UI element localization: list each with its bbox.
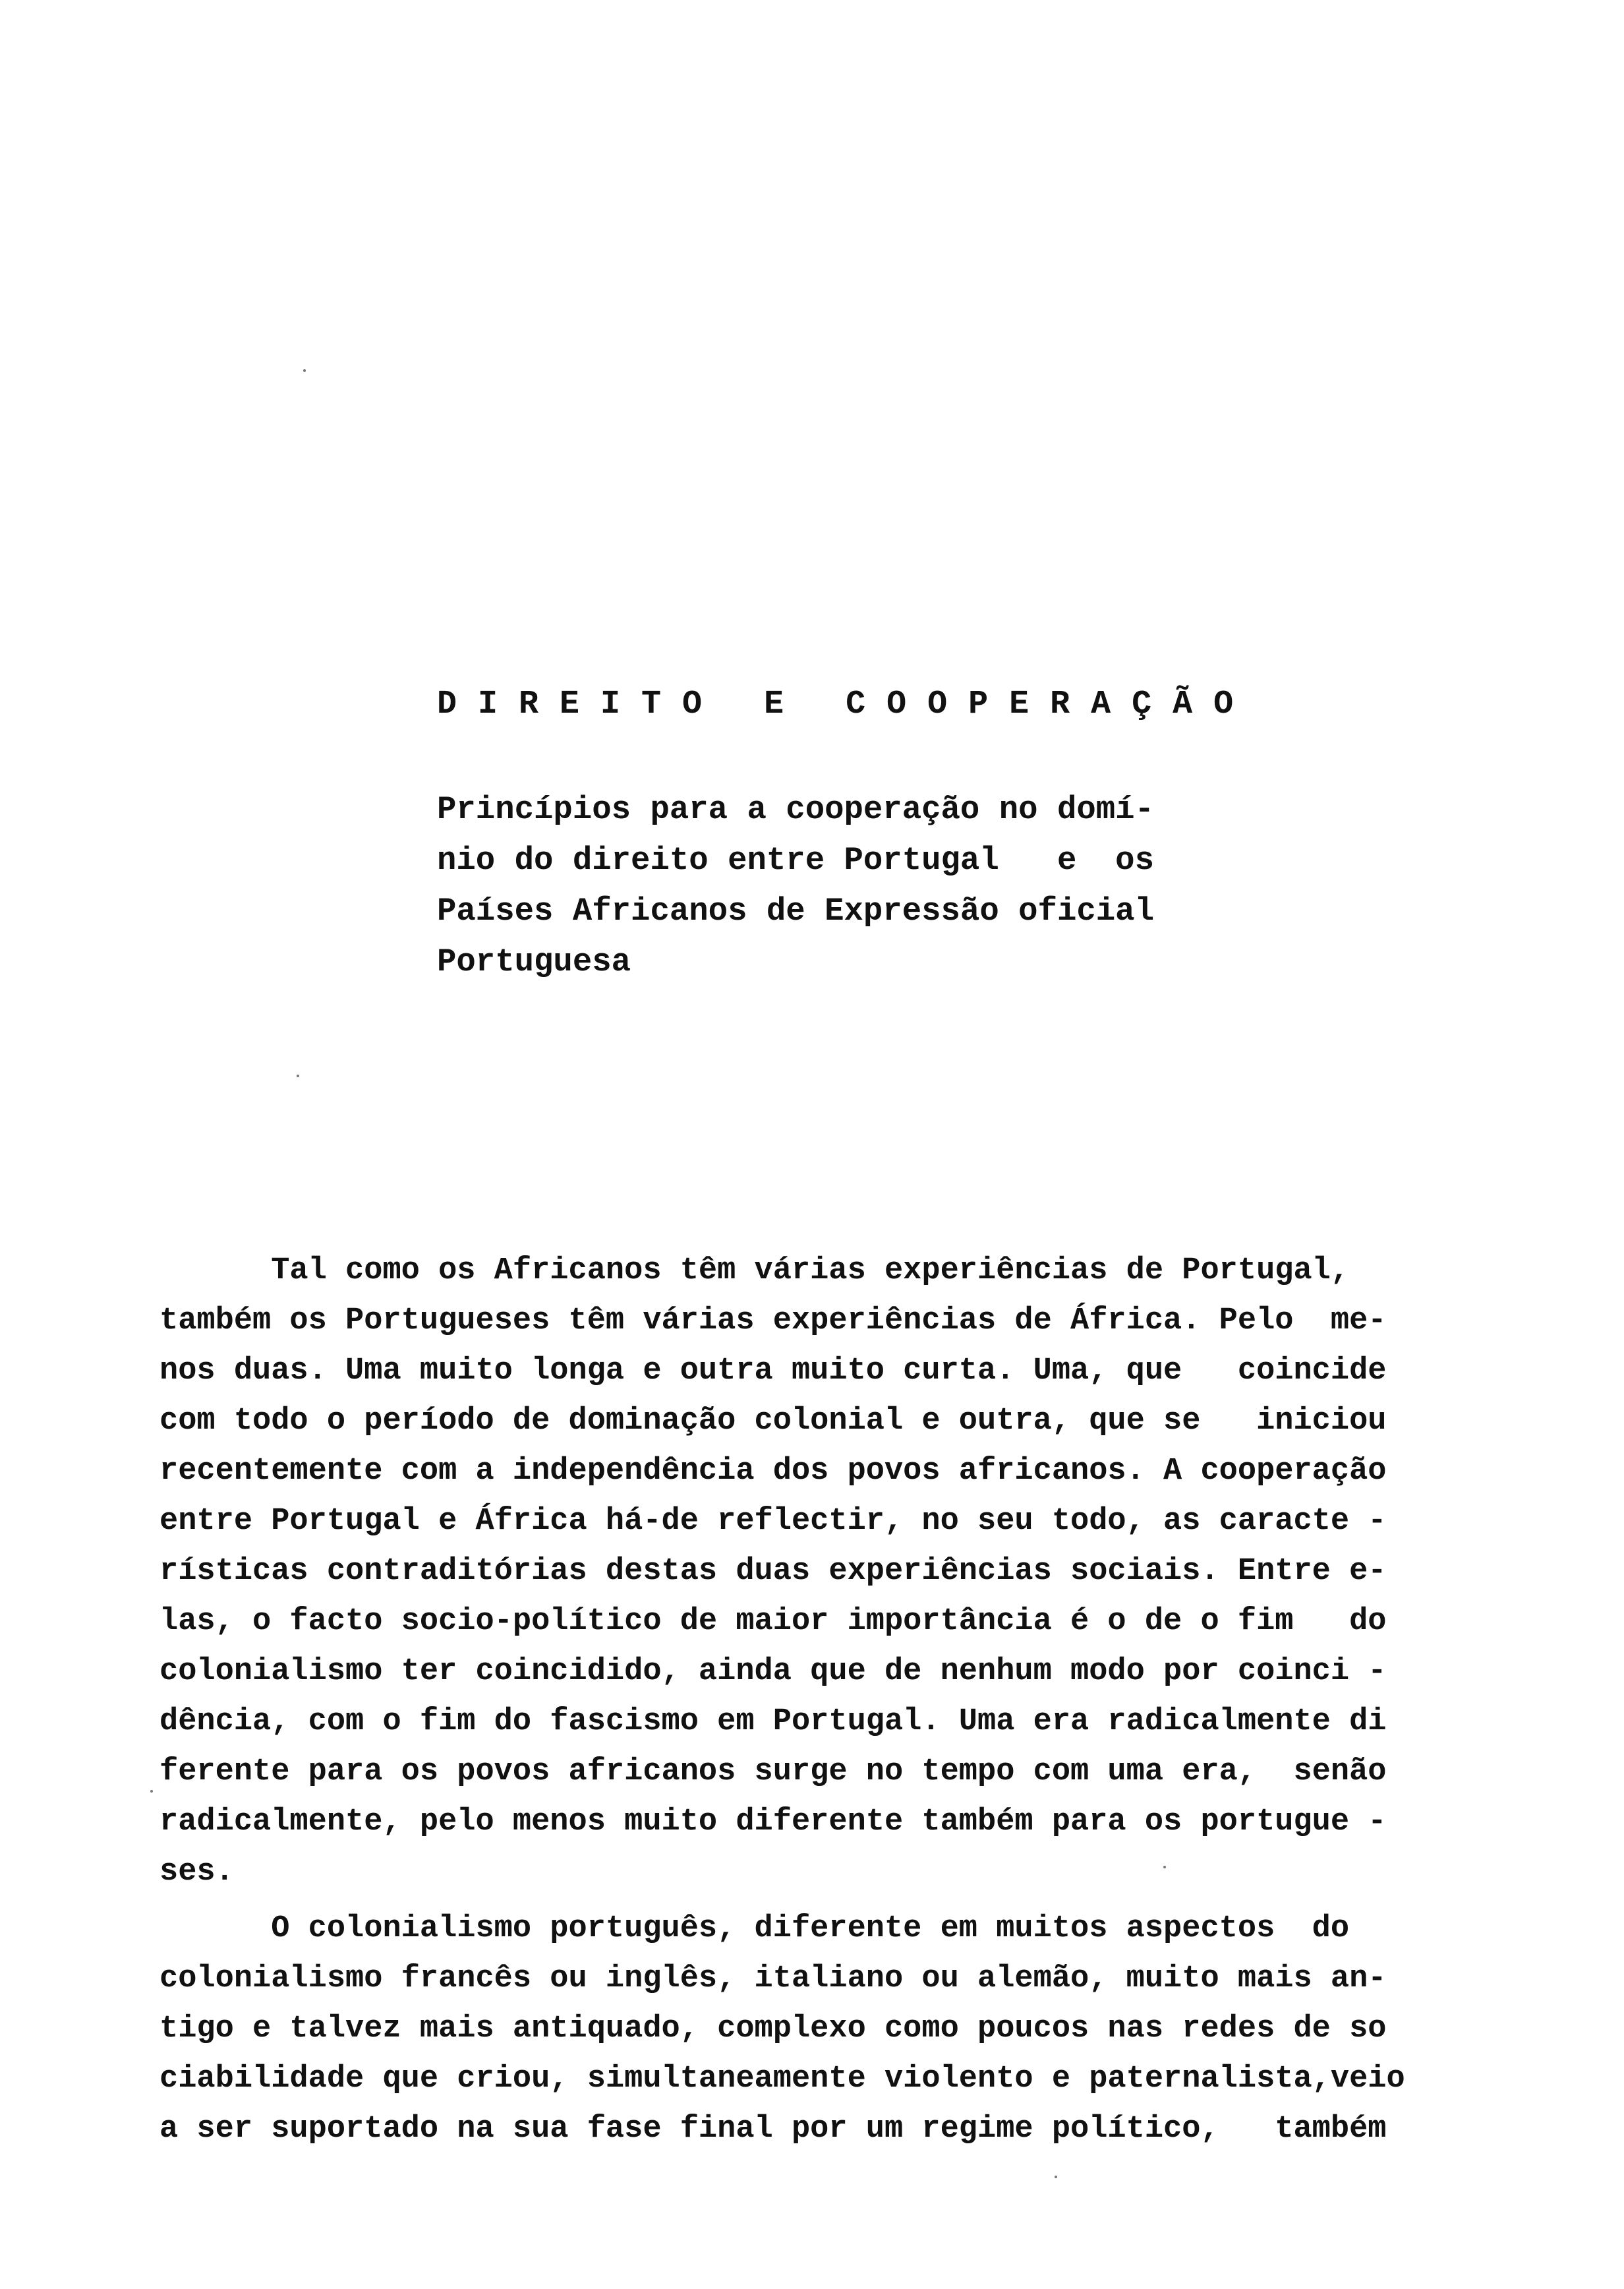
paragraph-line: colonialismo francês ou inglês, italiano ou alemão, muito mais an- [160,1961,1387,1996]
paragraph-line: O colonialismo português, diferente em muitos aspectos do [160,1911,1350,1946]
paragraph-line: rísticas contraditórias destas duas experiências sociais. Entre e- [160,1554,1387,1589]
paragraph-line: a ser suportado na sua fase final por um regime político, também [160,2112,1387,2147]
paragraph-line: ciabilidade que criou, simultaneamente violento e paternalista,veio [160,2062,1405,2096]
paragraph-line: Tal como os Africanos têm várias experiências de Portugal, [160,1253,1350,1288]
subtitle-line: Portuguesa [437,943,631,980]
paragraph-line: colonialismo ter coincidido, ainda que de nenhum modo por coinci - [160,1654,1387,1689]
paragraph-line: com todo o período de dominação colonial e outra, que se iniciou [160,1404,1387,1439]
scan-speck [303,369,306,372]
paragraph-line: ses. [160,1855,234,1889]
paragraph-1 [160,1246,1387,1897]
paragraph-line: nos duas. Uma muito longa e outra muito curta. Uma, que coincide [160,1353,1387,1388]
scan-speck [150,1790,153,1793]
document-subtitle [437,785,1188,988]
paragraph-line: tigo e talvez mais antiquado, complexo como poucos nas redes de so [160,2011,1387,2046]
scan-speck [1163,1866,1166,1868]
paragraph-line: recentemente com a independência dos povos africanos. A cooperação [160,1454,1387,1489]
subtitle-line: Princípios para a cooperação no domí- [437,791,1154,828]
document-title: D I R E I T O E C O O P E R A Ç Ã O [437,686,1234,723]
scan-speck [297,1075,299,1077]
paragraph-line: ferente para os povos africanos surge no tempo com uma era, senão [160,1754,1387,1789]
paragraph-line: las, o facto socio-político de maior importância é o de o fim do [160,1604,1387,1639]
paragraph-line: entre Portugal e África há-de reflectir, no seu todo, as caracte - [160,1504,1387,1539]
paragraph-line: dência, com o fim do fascismo em Portugal. Uma era radicalmente di [160,1704,1387,1739]
paragraph-line: radicalmente, pelo menos muito diferente também para os portugue - [160,1804,1387,1839]
subtitle-line: nio do direito entre Portugal e os [437,842,1154,879]
paragraph-2 [160,1904,1405,2155]
subtitle-line: Países Africanos de Expressão oficial [437,893,1154,930]
scan-speck [1055,2176,1057,2178]
paragraph-line: também os Portugueses têm várias experiências de África. Pelo me- [160,1303,1387,1338]
